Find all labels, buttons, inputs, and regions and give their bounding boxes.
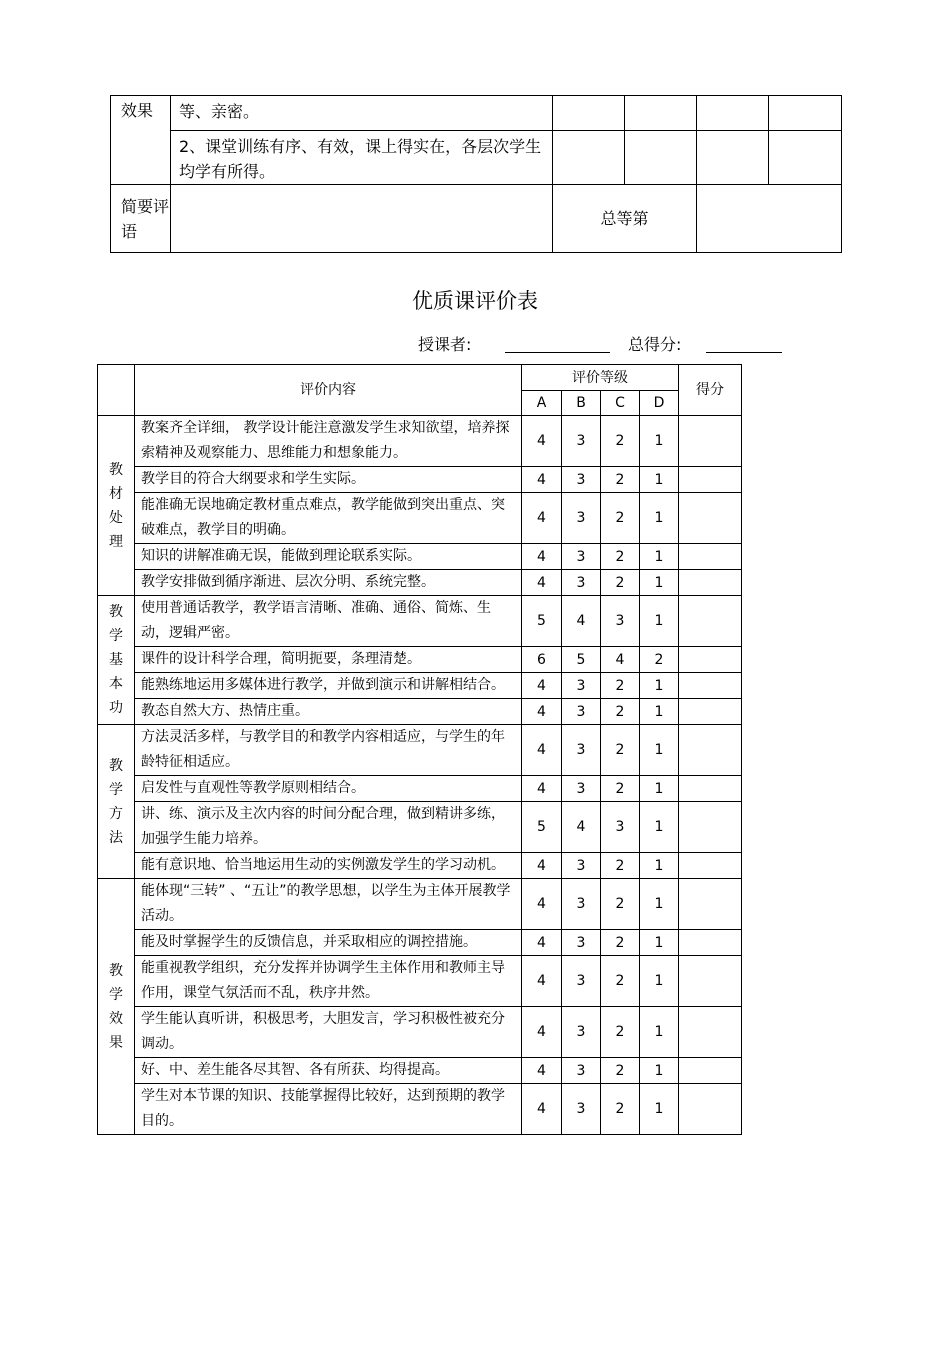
criterion-text: 教案齐全详细， 教学设计能注意激发学生求知欲望，培养探索精神及观察能力、思维能力和想象能力。	[135, 416, 522, 467]
section-category-char: 学	[109, 628, 123, 644]
table-row	[98, 416, 742, 467]
criterion-text: 能体现“三转” 、“五让”的教学思想，以学生为主体开展教学活动。	[135, 879, 522, 930]
criterion-text: 教学目的符合大纲要求和学生实际。	[135, 467, 522, 493]
score-input-cell[interactable]	[679, 725, 742, 776]
grade-value[interactable]: 2	[601, 1058, 640, 1084]
table-row	[98, 853, 742, 879]
grade-value[interactable]: 3	[562, 699, 601, 725]
table-row	[98, 879, 742, 930]
score-input-cell[interactable]	[679, 673, 742, 699]
score-input-cell[interactable]	[679, 699, 742, 725]
section-category-cell	[98, 596, 135, 725]
criterion-text: 能及时掌握学生的反馈信息，并采取相应的调控措施。	[135, 930, 522, 956]
table-row	[98, 596, 742, 647]
grade-value[interactable]: 6	[522, 647, 562, 673]
section-category-char: 本	[109, 676, 123, 692]
grade-value[interactable]: 2	[601, 776, 640, 802]
grade-cell[interactable]	[553, 131, 625, 185]
table-row	[98, 1058, 742, 1084]
grade-value[interactable]: 4	[522, 467, 562, 493]
grade-value[interactable]: 2	[601, 956, 640, 1007]
score-input-cell[interactable]	[679, 802, 742, 853]
criterion-text: 学生能认真听讲，积极思考，大胆发言，学习积极性被充分调动。	[135, 1007, 522, 1058]
grade-value[interactable]: 4	[522, 544, 562, 570]
criterion-text: 等、亲密。	[171, 96, 553, 131]
table-row	[98, 570, 742, 596]
table-row	[98, 776, 742, 802]
grade-value[interactable]: 4	[522, 776, 562, 802]
grade-value[interactable]: 1	[640, 699, 679, 725]
header-score: 得分	[679, 365, 742, 416]
grade-value[interactable]: 1	[640, 725, 679, 776]
grade-value[interactable]: 2	[601, 879, 640, 930]
score-input-cell[interactable]	[679, 956, 742, 1007]
grade-value[interactable]: 4	[522, 930, 562, 956]
grade-value[interactable]: 2	[601, 1084, 640, 1135]
grade-cell[interactable]	[697, 96, 769, 131]
section-category-char: 法	[109, 829, 123, 846]
score-input-cell[interactable]	[679, 493, 742, 544]
page-title: 优质课评价表	[412, 289, 538, 313]
grade-value[interactable]: 1	[640, 776, 679, 802]
grade-value[interactable]: 4	[522, 673, 562, 699]
grade-value[interactable]: 3	[562, 1007, 601, 1058]
header-blank-cell	[98, 365, 135, 416]
grade-value[interactable]: 3	[562, 930, 601, 956]
grade-value[interactable]: 3	[562, 673, 601, 699]
header-grade-a: A	[522, 391, 562, 416]
header-content: 评价内容	[135, 365, 522, 416]
section-category-char: 基	[109, 652, 123, 668]
section-category-char: 材	[109, 485, 123, 502]
criterion-text: 能有意识地、恰当地运用生动的实例激发学生的学习动机。	[135, 853, 522, 879]
table-row	[98, 1007, 742, 1058]
summary-comment-label: 简要评语	[111, 185, 171, 253]
grade-value[interactable]: 4	[522, 725, 562, 776]
section-category	[98, 458, 134, 554]
grade-value[interactable]: 2	[601, 673, 640, 699]
score-input-cell[interactable]	[679, 467, 742, 493]
grade-value[interactable]: 1	[640, 930, 679, 956]
grade-value[interactable]: 2	[601, 725, 640, 776]
grade-value[interactable]: 4	[522, 1058, 562, 1084]
table-row	[98, 699, 742, 725]
grade-value[interactable]: 3	[601, 596, 640, 647]
section-category-char: 教	[109, 757, 123, 774]
table-row	[98, 673, 742, 699]
grade-value[interactable]: 2	[601, 1007, 640, 1058]
section-category-char: 功	[109, 700, 123, 716]
grade-value[interactable]: 3	[562, 956, 601, 1007]
criterion-text: 启发性与直观性等教学原则相结合。	[135, 776, 522, 802]
section-category-char: 效	[109, 1010, 123, 1027]
grade-cell[interactable]	[769, 131, 842, 185]
section-category-char: 果	[109, 1034, 123, 1051]
grade-value[interactable]: 4	[522, 879, 562, 930]
grade-value[interactable]: 4	[601, 647, 640, 673]
criterion-text: 知识的讲解准确无误，能做到理论联系实际。	[135, 544, 522, 570]
grade-value[interactable]: 2	[640, 647, 679, 673]
section-category-char: 学	[109, 986, 123, 1003]
grade-value[interactable]: 3	[562, 1084, 601, 1135]
score-input-cell[interactable]	[679, 1084, 742, 1135]
score-input-cell[interactable]	[679, 853, 742, 879]
section-category-char: 教	[109, 962, 123, 979]
teacher-label: 授课者:	[418, 335, 472, 354]
grade-value[interactable]: 3	[562, 853, 601, 879]
grade-value[interactable]: 1	[640, 956, 679, 1007]
table-row	[98, 725, 742, 776]
grade-value[interactable]: 1	[640, 596, 679, 647]
criterion-text: 学生对本节课的知识、技能掌握得比较好，达到预期的教学目的。	[135, 1084, 522, 1135]
grade-value[interactable]: 1	[640, 1058, 679, 1084]
grade-value[interactable]: 4	[522, 956, 562, 1007]
grade-value[interactable]: 1	[640, 853, 679, 879]
section-category-cell	[98, 416, 135, 596]
score-input-cell[interactable]	[679, 570, 742, 596]
grade-value[interactable]: 3	[601, 802, 640, 853]
table-row	[98, 802, 742, 853]
grade-value[interactable]: 3	[562, 493, 601, 544]
grade-cell[interactable]	[697, 131, 769, 185]
grade-value[interactable]: 5	[522, 802, 562, 853]
section-category-char: 处	[109, 509, 123, 526]
grade-value[interactable]: 2	[601, 930, 640, 956]
section-category-cell	[98, 879, 135, 1135]
grade-value[interactable]: 3	[562, 725, 601, 776]
evaluation-table	[97, 364, 742, 1135]
previous-evaluation-table	[110, 95, 842, 253]
score-input-cell[interactable]	[679, 1007, 742, 1058]
criterion-text: 课件的设计科学合理，简明扼要，条理清楚。	[135, 647, 522, 673]
grade-value[interactable]: 1	[640, 467, 679, 493]
score-input-cell[interactable]	[679, 544, 742, 570]
grade-cell[interactable]	[625, 131, 697, 185]
criterion-text: 好、中、差生能各尽其智、各有所获、均得提高。	[135, 1058, 522, 1084]
score-input-cell[interactable]	[679, 930, 742, 956]
grade-value[interactable]: 4	[522, 493, 562, 544]
grade-value[interactable]: 2	[601, 699, 640, 725]
grade-value[interactable]: 3	[562, 776, 601, 802]
grade-value[interactable]: 1	[640, 802, 679, 853]
section-category-cell	[98, 725, 135, 879]
total-grade-label: 总等第	[553, 185, 697, 253]
grade-value[interactable]: 4	[562, 802, 601, 853]
grade-value[interactable]: 1	[640, 416, 679, 467]
criterion-text: 教学安排做到循序渐进、层次分明、系统完整。	[135, 570, 522, 596]
grade-value[interactable]: 1	[640, 493, 679, 544]
table-row	[98, 493, 742, 544]
criterion-text: 能准确无误地确定教材重点难点，教学能做到突出重点、突破难点，教学目的明确。	[135, 493, 522, 544]
score-input-cell[interactable]	[679, 776, 742, 802]
criterion-text: 能熟练地运用多媒体进行教学，并做到演示和讲解相结合。	[135, 673, 522, 699]
grade-value[interactable]: 1	[640, 1007, 679, 1058]
section-category-char: 学	[109, 781, 123, 798]
grade-value[interactable]: 4	[522, 570, 562, 596]
grade-value[interactable]: 3	[562, 879, 601, 930]
score-input-cell[interactable]	[679, 1058, 742, 1084]
grade-value[interactable]: 2	[601, 467, 640, 493]
summary-comment-field[interactable]	[171, 185, 553, 253]
grade-value[interactable]: 1	[640, 879, 679, 930]
grade-value[interactable]: 3	[562, 570, 601, 596]
grade-value[interactable]: 4	[522, 853, 562, 879]
score-input-cell[interactable]	[679, 647, 742, 673]
table-row	[98, 956, 742, 1007]
grade-cell[interactable]	[553, 96, 625, 131]
grade-value[interactable]: 1	[640, 1084, 679, 1135]
section-category-char: 理	[109, 533, 123, 550]
grade-value[interactable]: 5	[522, 596, 562, 647]
header-grade-d: D	[640, 391, 679, 416]
section-category	[98, 600, 134, 720]
header-grade: 评价等级	[522, 365, 679, 391]
grade-value[interactable]: 3	[562, 467, 601, 493]
grade-value[interactable]: 4	[522, 699, 562, 725]
table-row	[98, 647, 742, 673]
grade-value[interactable]: 2	[601, 544, 640, 570]
grade-value[interactable]: 4	[522, 1084, 562, 1135]
grade-value[interactable]: 2	[601, 570, 640, 596]
grade-cell[interactable]	[769, 96, 842, 131]
criterion-text: 使用普通话教学，教学语言清晰、准确、通俗、简炼、生动，逻辑严密。	[135, 596, 522, 647]
grade-value[interactable]: 2	[601, 853, 640, 879]
total-grade-field[interactable]	[697, 185, 842, 253]
table-row	[98, 930, 742, 956]
criterion-text: 能重视教学组织，充分发挥并协调学生主体作用和教师主导作用，课堂气氛活而不乱，秩序井然。	[135, 956, 522, 1007]
header-grade-b: B	[562, 391, 601, 416]
criterion-text: 讲、练、演示及主次内容的时间分配合理，做到精讲多练，加强学生能力培养。	[135, 802, 522, 853]
table-row	[98, 467, 742, 493]
score-input-cell[interactable]	[679, 596, 742, 647]
grade-value[interactable]: 1	[640, 544, 679, 570]
criterion-text: 教态自然大方、热情庄重。	[135, 699, 522, 725]
section-category-char: 教	[109, 604, 123, 620]
grade-value[interactable]: 3	[562, 1058, 601, 1084]
total-score-underline[interactable]	[706, 352, 782, 353]
total-score-label: 总得分:	[628, 335, 682, 354]
score-input-cell[interactable]	[679, 416, 742, 467]
grade-value[interactable]: 4	[562, 596, 601, 647]
grade-value[interactable]: 1	[640, 570, 679, 596]
effect-category-cell: 效果	[111, 96, 171, 185]
grade-value[interactable]: 2	[601, 416, 640, 467]
section-category-char: 教	[109, 461, 123, 478]
grade-value[interactable]: 1	[640, 673, 679, 699]
grade-value[interactable]: 2	[601, 493, 640, 544]
teacher-underline[interactable]	[505, 352, 610, 353]
grade-value[interactable]: 3	[562, 416, 601, 467]
criterion-text: 方法灵活多样，与教学目的和教学内容相适应，与学生的年龄特征相适应。	[135, 725, 522, 776]
score-input-cell[interactable]	[679, 879, 742, 930]
header-grade-c: C	[601, 391, 640, 416]
grade-cell[interactable]	[625, 96, 697, 131]
criterion-text: 2、课堂训练有序、有效，课上得实在，各层次学生均学有所得。	[171, 131, 553, 185]
section-category	[98, 959, 134, 1055]
grade-value[interactable]: 5	[562, 647, 601, 673]
table-row	[98, 544, 742, 570]
section-category-char: 方	[109, 805, 123, 822]
section-category	[98, 754, 134, 850]
grade-value[interactable]: 3	[562, 544, 601, 570]
grade-value[interactable]: 4	[522, 416, 562, 467]
table-row	[98, 1084, 742, 1135]
grade-value[interactable]: 4	[522, 1007, 562, 1058]
